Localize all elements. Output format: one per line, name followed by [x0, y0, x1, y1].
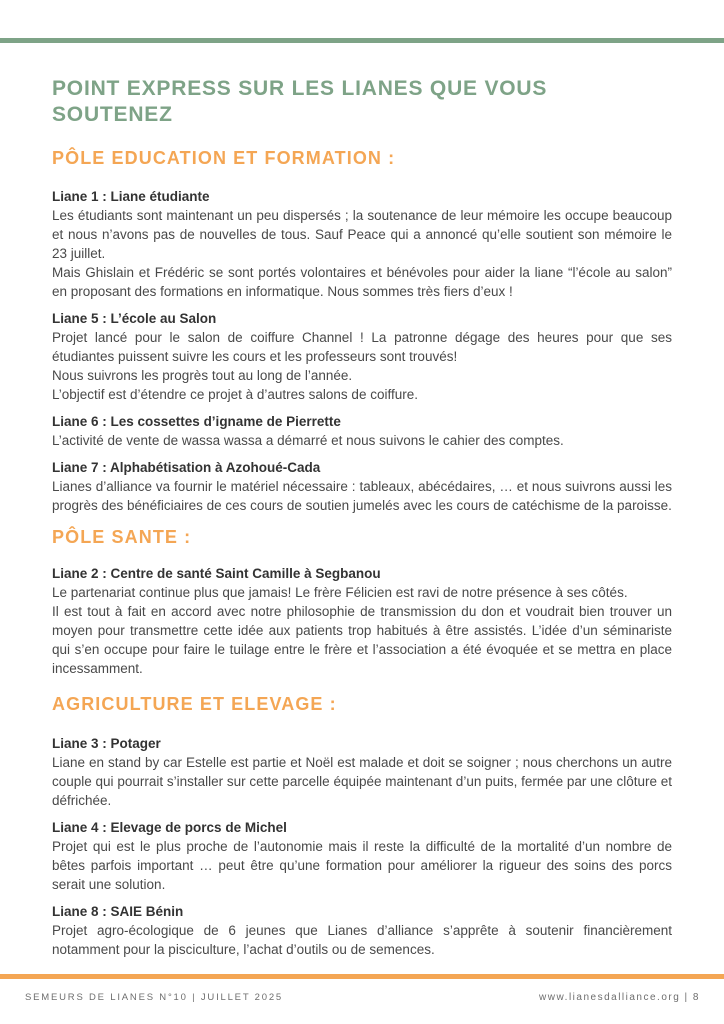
liane-8-paragraph: Projet agro-écologique de 6 jeunes que Lianes d’alliance s’apprête à soutenir financièrement notamment pour la pisciculture, l’achat d’outils ou de semences. [52, 923, 672, 957]
liane-3-item [52, 734, 672, 810]
liane-3-title: Liane 3 : Potager [52, 736, 161, 751]
liane-7-title: Liane 7 : Alphabétisation à Azohoué-Cada [52, 460, 321, 475]
liane-8-title: Liane 8 : SAIE Bénin [52, 904, 184, 919]
liane-3-paragraph: Liane en stand by car Estelle est partie et Noël est malade et doit se soigner ; nous cherchons un autre couple qui pourrait s’installer sur cette parcelle équipée maintenant d’un puits, fermée par une clôture et défrichée. [52, 755, 672, 808]
liane-6-title: Liane 6 : Les cossettes d’igname de Pierrette [52, 414, 341, 429]
liane-4-item [52, 818, 672, 894]
footer-accent-bar [0, 974, 724, 979]
section-pole-sante [52, 526, 672, 678]
liane-6-item [52, 412, 672, 450]
footer-issue-label: SEMEURS DE LIANES N°10 | JUILLET 2025 [25, 992, 284, 1003]
liane-7-paragraph: Lianes d’alliance va fournir le matériel nécessaire : tableaux, abécédaires, … et nous suivrons aussi les progrès des bénéficiaires de ces cours de soutien jumelés avec les cours de catéchisme de la paroisse. [52, 479, 672, 513]
footer-website-label: www.lianesdalliance.org | 8 [539, 992, 700, 1003]
liane-7-item [52, 458, 672, 515]
liane-4-title: Liane 4 : Elevage de porcs de Michel [52, 820, 287, 835]
liane-1-paragraph: Mais Ghislain et Frédéric se sont portés volontaires et bénévoles pour aider la liane “l’école au salon” en proposant des formations en informatique. Nous sommes très fiers d’eux ! [52, 265, 672, 299]
liane-2-title: Liane 2 : Centre de santé Saint Camille à Segbanou [52, 566, 381, 581]
liane-1-title: Liane 1 : Liane étudiante [52, 189, 210, 204]
liane-4-paragraph: Projet qui est le plus proche de l’autonomie mais il reste la difficulté de la mortalité d’un nombre de bêtes parfois important … peut être qu’une formation pour améliorer la rigueur des soins des porcs serait une solution. [52, 839, 672, 892]
liane-5-paragraph: Projet lancé pour le salon de coiffure Channel ! La patronne dégage des heures pour que ses étudiantes puissent suivre les cours et les professeurs sont trouvés! [52, 330, 672, 364]
liane-2-item [52, 564, 672, 678]
section-heading-education: PÔLE EDUCATION ET FORMATION : [52, 148, 396, 168]
liane-2-paragraph: Le partenariat continue plus que jamais! Le frère Félicien est ravi de notre présence à ses côtés. [52, 585, 628, 600]
section-pole-education [52, 147, 672, 515]
section-agriculture-elevage [52, 693, 672, 959]
section-heading-agriculture: AGRICULTURE ET ELEVAGE : [52, 694, 337, 714]
liane-1-item [52, 187, 672, 301]
liane-5-paragraph: L’objectif est d’étendre ce projet à d’autres salons de coiffure. [52, 387, 418, 402]
liane-8-item [52, 902, 672, 959]
liane-6-paragraph: L’activité de vente de wassa wassa a démarré et nous suivons le cahier des comptes. [52, 433, 564, 448]
page-footer [25, 992, 700, 1003]
section-heading-sante: PÔLE SANTE : [52, 527, 192, 547]
page-title: POINT EXPRESS SUR LES LIANES QUE VOUS SOUTENEZ [52, 77, 548, 126]
liane-1-paragraph: Les étudiants sont maintenant un peu dispersés ; la soutenance de leur mémoire les occupe beaucoup et nous n’avons pas de nouvelles de tous. Sauf Peace qui a annoncé qu’elle soutient son mémoire le 23 juillet. [52, 208, 672, 261]
liane-2-paragraph: Il est tout à fait en accord avec notre philosophie de transmission du don et voudrait bien trouver un moyen pour transmettre cette idée aux patients trop habitués à être assistés. L’idée d’un séminariste qui s’en occupe pour faire le tuilage entre le frère et l’association a été évoquée et se mettra en place incessamment. [52, 604, 672, 676]
liane-5-paragraph: Nous suivrons les progrès tout au long de l’année. [52, 368, 353, 383]
page-body [52, 43, 672, 959]
liane-5-title: Liane 5 : L’école au Salon [52, 311, 217, 326]
liane-5-item [52, 309, 672, 404]
